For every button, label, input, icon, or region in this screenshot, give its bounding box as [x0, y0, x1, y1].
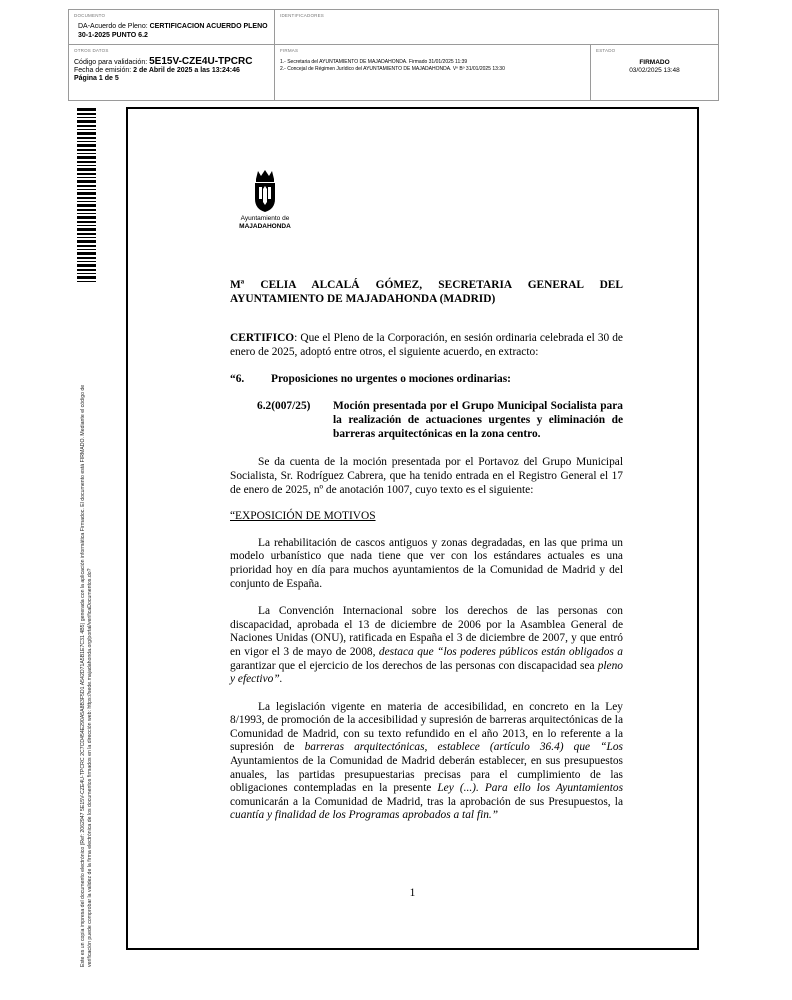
barcode-bar: [77, 173, 96, 175]
document-title: [78, 22, 268, 40]
paragraph-4: [230, 701, 623, 823]
document-page: [126, 107, 699, 950]
barcode-bar: [77, 129, 96, 130]
barcode-bar: [77, 261, 96, 262]
section-title: Proposiciones no urgentes o mociones ordinarias:: [271, 373, 511, 386]
barcode-bar: [77, 137, 96, 139]
barcode: [77, 108, 96, 282]
barcode-bar: [77, 276, 96, 279]
barcode-bar: [77, 269, 96, 271]
barcode-bar: [77, 213, 96, 214]
signature-2: 2.- Concejal de Régimen Jurídico del AYUNTAMIENTO DE MAJADAHONDA. Vº Bº 31/01/2025 13:30: [280, 66, 505, 72]
barcode-bar: [77, 221, 96, 223]
barcode-bar: [77, 249, 96, 250]
barcode-bar: [77, 177, 96, 178]
barcode-bar: [77, 180, 96, 183]
barcode-bar: [77, 197, 96, 199]
paragraph-1: Se da cuenta de la moción presentada por el Portavoz del Grupo Municipal Socialista, Sr. Rodríguez Cabrera, que ha tenido entrada en el Registro General el 17 de enero de 2025, nº de anotación 1007, cuyo texto es el siguiente:: [230, 456, 623, 496]
document-heading-line-1: Mª CELIA ALCALÁ GÓMEZ, SECRETARIA GENERAL DEL: [230, 279, 623, 291]
barcode-bar: [77, 216, 96, 219]
status-value: FIRMADO: [639, 59, 670, 66]
motivos-heading: [230, 510, 623, 524]
certifico-paragraph: [230, 332, 623, 359]
barcode-bar: [77, 165, 96, 166]
barcode-bar: [77, 204, 96, 207]
barcode-bar: [77, 189, 96, 190]
section-number: “6.: [230, 373, 245, 386]
paragraph-4-quote-a: barreras arquitectónicas, establece (artículo 36.4) que “Los: [304, 741, 623, 754]
agenda-item: [230, 400, 623, 442]
identificadores-label: IDENTIFICADORES: [280, 13, 325, 18]
barcode-bar: [77, 113, 96, 115]
issue-date-label: Fecha de emisión:: [74, 67, 134, 74]
barcode-bar: [77, 120, 96, 123]
identificadores-cell: [275, 10, 718, 45]
barcode-bar: [77, 228, 96, 231]
validation-code: 5E15V-CZE4U-TPCRC: [149, 56, 253, 67]
barcode-bar: [77, 201, 96, 202]
barcode-bar: [77, 144, 96, 147]
document-body: [230, 279, 623, 823]
barcode-bar: [77, 245, 96, 247]
motivos-heading-text: “EXPOSICIÓN DE MOTIVOS: [230, 510, 376, 523]
barcode-bar: [77, 257, 96, 259]
paragraph-2: La rehabilitación de cascos antiguos y zonas degradadas, en las que prima un modelo urbanístico que nada tiene que ver con los estándares actuales es una prioridad hoy en día para muchos ayuntamientos de la Comunidad de Madrid y del conjunto de España.: [230, 536, 623, 590]
page-number: 1: [409, 887, 416, 899]
logo-line-2: MAJADAHONDA: [239, 222, 291, 230]
side-note-line-1: Este es un copia impresa del documento electrónico (Ref: 2062947 5E15V-CZE4U-TPCRC 2C7CD454E290A5A8B3F5D1 A542D71A5B1E7C31 4B5) generada con la aplicación informática Firmadoc. El documento está FIRMADO. Mediante el código de: [80, 384, 86, 967]
validation-code-row: [74, 58, 252, 67]
documento-cell: [69, 10, 275, 45]
barcode-bar: [77, 192, 96, 195]
barcode-bar: [77, 149, 96, 151]
barcode-bar: [77, 252, 96, 255]
otros-datos-cell: [69, 45, 275, 100]
otros-datos-label: OTROS DATOS: [74, 48, 109, 53]
document-title-value: CERTIFICACION ACUERDO PLENO 30-1-2025 PUNTO 6.2: [78, 23, 268, 39]
barcode-bar: [77, 117, 96, 118]
paragraph-3-quote-a: , destaca que “los poderes públicos están obligados a: [372, 645, 624, 658]
item-number: 6.2(007/25): [257, 400, 311, 413]
barcode-bar: [77, 281, 96, 282]
barcode-bar: [77, 168, 96, 171]
signature-header-table: [68, 9, 719, 101]
validation-code-label: Código para validación:: [74, 59, 150, 66]
section-heading: [230, 373, 623, 387]
paragraph-3-part-b: garantizar que el ejercicio de los derechos de las personas con discapacidad sea: [230, 659, 598, 672]
barcode-bar: [77, 240, 96, 243]
logo-line-1: Ayuntamiento de: [240, 215, 290, 222]
barcode-bar: [77, 264, 96, 267]
estado-label: ESTADO: [596, 48, 616, 53]
issue-date: 2 de Abril de 2025 a las 13:24:46: [133, 67, 240, 74]
majadahonda-logo: [235, 169, 295, 239]
barcode-bar: [77, 233, 96, 235]
barcode-bar: [77, 225, 96, 226]
estado-cell: [591, 45, 718, 100]
firmas-cell: [275, 45, 591, 100]
paragraph-4-part-c: comunicarán a la Comunidad de Madrid, tras la aprobación de sus Presupuestos, la: [230, 795, 623, 808]
barcode-bar: [77, 237, 96, 238]
barcode-bar: [77, 141, 96, 142]
barcode-bar: [77, 132, 96, 135]
signature-1: 1.- Secretaria del AYUNTAMIENTO DE MAJADAHONDA. Firmado 31/01/2025 11:39: [280, 59, 468, 65]
coat-of-arms-icon: [251, 169, 279, 213]
document-prefix: DA-Acuerdo de Pleno:: [78, 23, 150, 30]
paragraph-4-quote-c: cuantía y finalidad de los Programas aprobados a tal fin.”: [230, 809, 499, 822]
certifico-text: : Que el Pleno de la Corporación, en sesión ordinaria celebrada el 30 de enero de 2025, adoptó entre otros, el siguiente acuerdo, en extracto:: [230, 332, 623, 358]
documento-label: DOCUMENTO: [74, 13, 106, 18]
firmas-label: FIRMAS: [280, 48, 299, 53]
document-heading-line-2: AYUNTAMIENTO DE MAJADAHONDA (MADRID): [230, 292, 496, 305]
barcode-bar: [77, 156, 96, 159]
barcode-bar: [77, 108, 96, 111]
paragraph-3-quote-b: pleno y efectivo”.: [230, 659, 623, 686]
paragraph-4-part-b: Ayuntamientos de la Comunidad de Madrid deberán establecer, en sus presupuestos anuales, las partidas presupuestarias precisas para el cumplimiento de las obligaciones contempladas en la presente: [230, 755, 623, 795]
paragraph-4-quote-b: Ley (...). Para ello los Ayuntamientos: [437, 782, 624, 795]
barcode-bar: [77, 125, 96, 127]
page-count: Página 1 de 5: [74, 75, 119, 82]
paragraph-3-part-a: La Convención Internacional sobre los derechos de las personas con discapacidad, aprobada el 13 de diciembre de 2006 por la Asamblea General de Naciones Unidas (ONU), ratificada en España el 3 de diciembre de 2007, y que entró en vigor el 3 de mayo de 2008: [230, 605, 623, 658]
paragraph-4-part-a: La legislación vigente en materia de accesibilidad, en concreto en la Ley 8/1993, de promoción de la accesibilidad y supresión de barreras arquitectónicas de la Comunidad de Madrid, con su texto refundido en el año 2013, en lo referente a la supresión de: [230, 700, 623, 754]
barcode-bar: [77, 153, 96, 154]
issue-date-row: [74, 67, 252, 75]
certifico-label: CERTIFICO: [230, 332, 295, 345]
status-date: 03/02/2025 13:48: [629, 67, 680, 74]
item-title: Moción presentada por el Grupo Municipal Socialista para la realización de actuaciones urgentes y eliminación de barreras arquitectónicas en la zona centro.: [333, 400, 623, 440]
barcode-bar: [77, 273, 96, 274]
barcode-bar: [77, 185, 96, 187]
verification-side-note: [80, 297, 94, 967]
barcode-bar: [77, 161, 96, 163]
paragraph-3: [230, 605, 623, 687]
barcode-bar: [77, 209, 96, 211]
side-note-line-2: verificación puede comprobar la validez de la firma electrónica de los documentos firmados en la dirección web: https://sede.majadahonda.org/portal/verificaDocumentos.do?: [87, 568, 93, 967]
